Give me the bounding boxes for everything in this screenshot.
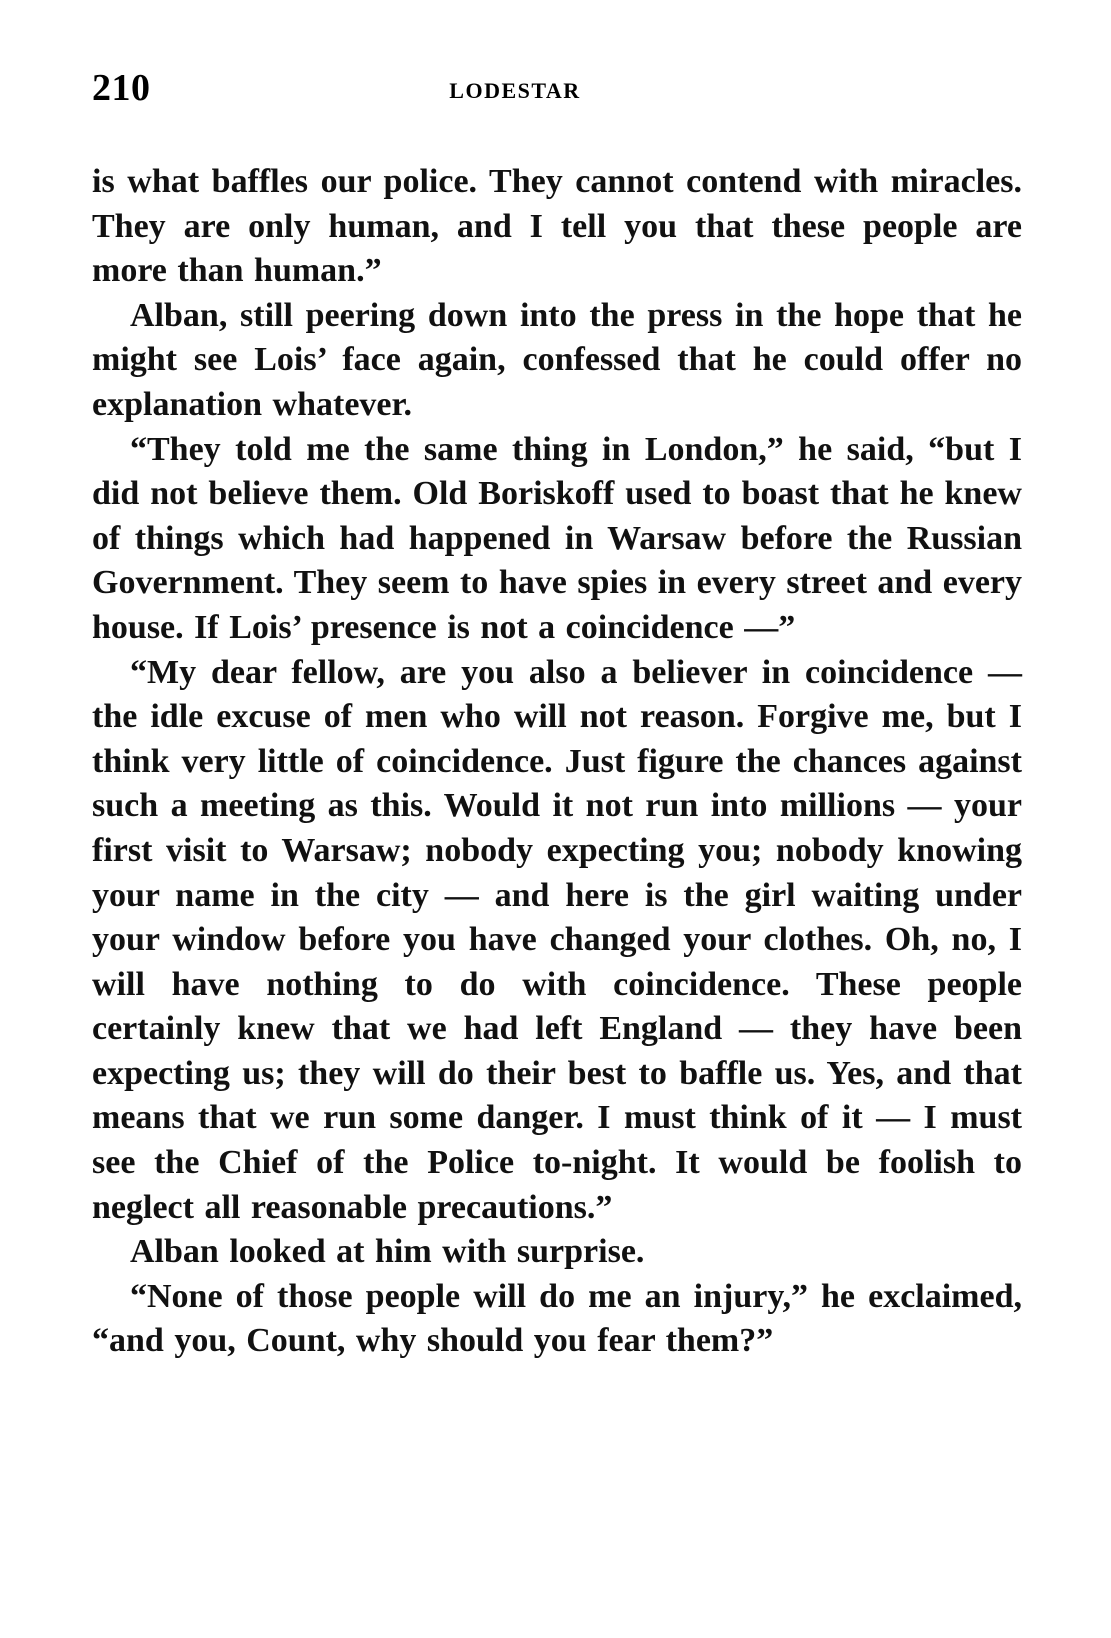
page-number: 210 [92, 67, 151, 109]
paragraph-continued: is what baffles our police. They cannot contend with miracles. They are only human, and I tell you that these people are more than human.” [92, 163, 1022, 290]
body-text [92, 160, 1022, 1364]
paragraph: “They told me the same thing in London,” he said, “but I did not believe them. Old Boriskoff used to boast that he knew of things which had happened in Warsaw before the Russian Government. They seem to have spies in every street and every house. If Lois’ presence is not a coincidence —” [92, 430, 1022, 646]
page-header [92, 66, 1022, 136]
paragraph: “My dear fellow, are you also a believer in coincidence — the idle excuse of men who will not reason. Forgive me, but I think very little of coincidence. Just figure the chances against such a meeting as this. Would it not run into millions — your first visit to Warsaw; nobody expecting you; nobody knowing your name in the city — and here is the girl waiting under your window before you have changed your clothes. Oh, no, I will have nothing to do with coincidence. These people certainly knew that we had left England — they have been expecting us; they will do their best to baffle us. Yes, and that means that we run some danger. I must think of it — I must see the Chief of the Police to-night. It would be foolish to neglect all reasonable precautions.” [92, 653, 1022, 1226]
running-head: LODESTAR [449, 78, 581, 103]
paragraph: “None of those people will do me an injury,” he exclaimed, “and you, Count, why should you fear them?” [92, 1277, 1022, 1360]
paragraph: Alban looked at him with surprise. [130, 1233, 645, 1271]
paragraph: Alban, still peering down into the press in the hope that he might see Lois’ face again, confessed that he could offer no explanation whatever. [92, 296, 1022, 423]
